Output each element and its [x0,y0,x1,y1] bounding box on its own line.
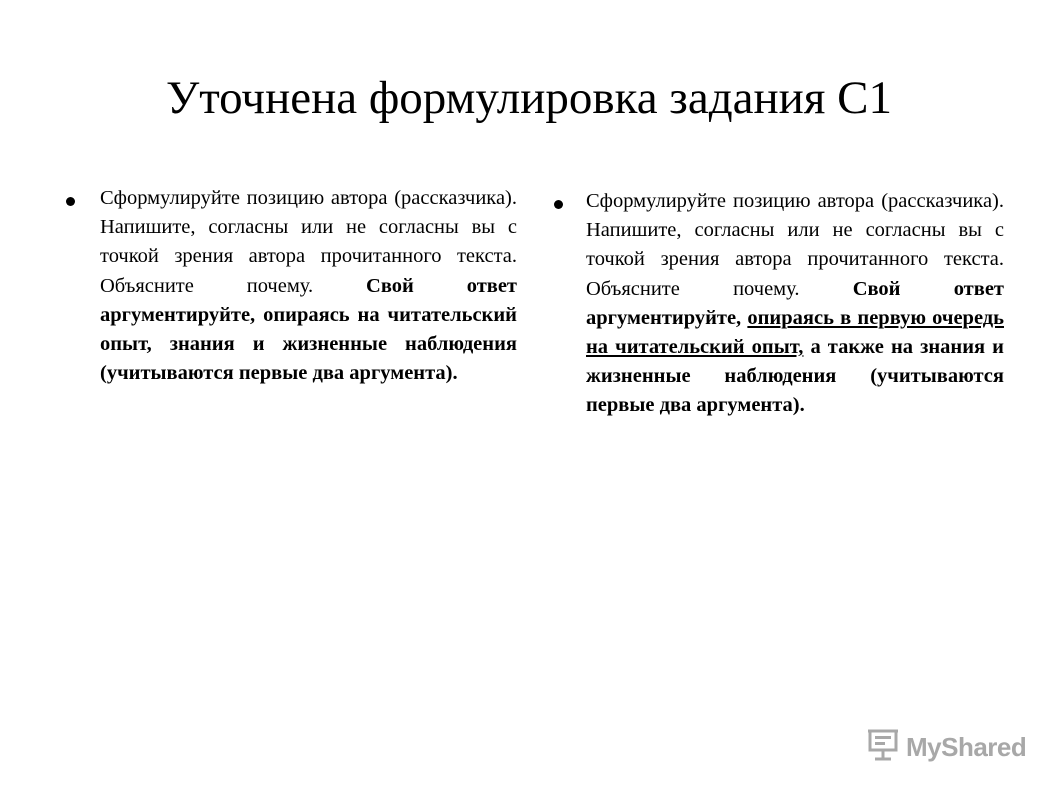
myshared-watermark [866,729,1026,765]
bullet-icon [66,197,75,206]
left-text-block [100,184,517,388]
left-normal-text: Сформулируйте позицию автора (рассказчика). Напишите, согласны или не согласны вы с точкой зрения автора прочитанного текста. Объясните почему. [100,187,517,297]
right-text-block [586,187,1004,421]
right-underlined-text: опираясь в первую очередь на читательский опыт, [586,306,1004,359]
presentation-board-icon [866,728,900,767]
left-bold-text: Свой ответ аргументируйте, опираясь на читательский опыт, знания и жизненные наблюдения (учитываются первые два аргумента). [100,274,518,385]
right-bold-text-2: а также на знания и жизненные наблюдения (учитываются первые два аргумента). [586,336,1004,417]
right-normal-text: Сформулируйте позицию автора (рассказчика). Напишите, согласны или не согласны вы с точкой зрения автора прочитанного текста. Объясните почему. [586,190,1004,300]
watermark-text: MyShared [906,731,1027,762]
right-bold-text-1: Свой ответ аргументируйте, [586,277,1004,329]
bullet-icon [554,200,563,209]
slide-title: Уточнена формулировка задания С1 [165,72,893,124]
